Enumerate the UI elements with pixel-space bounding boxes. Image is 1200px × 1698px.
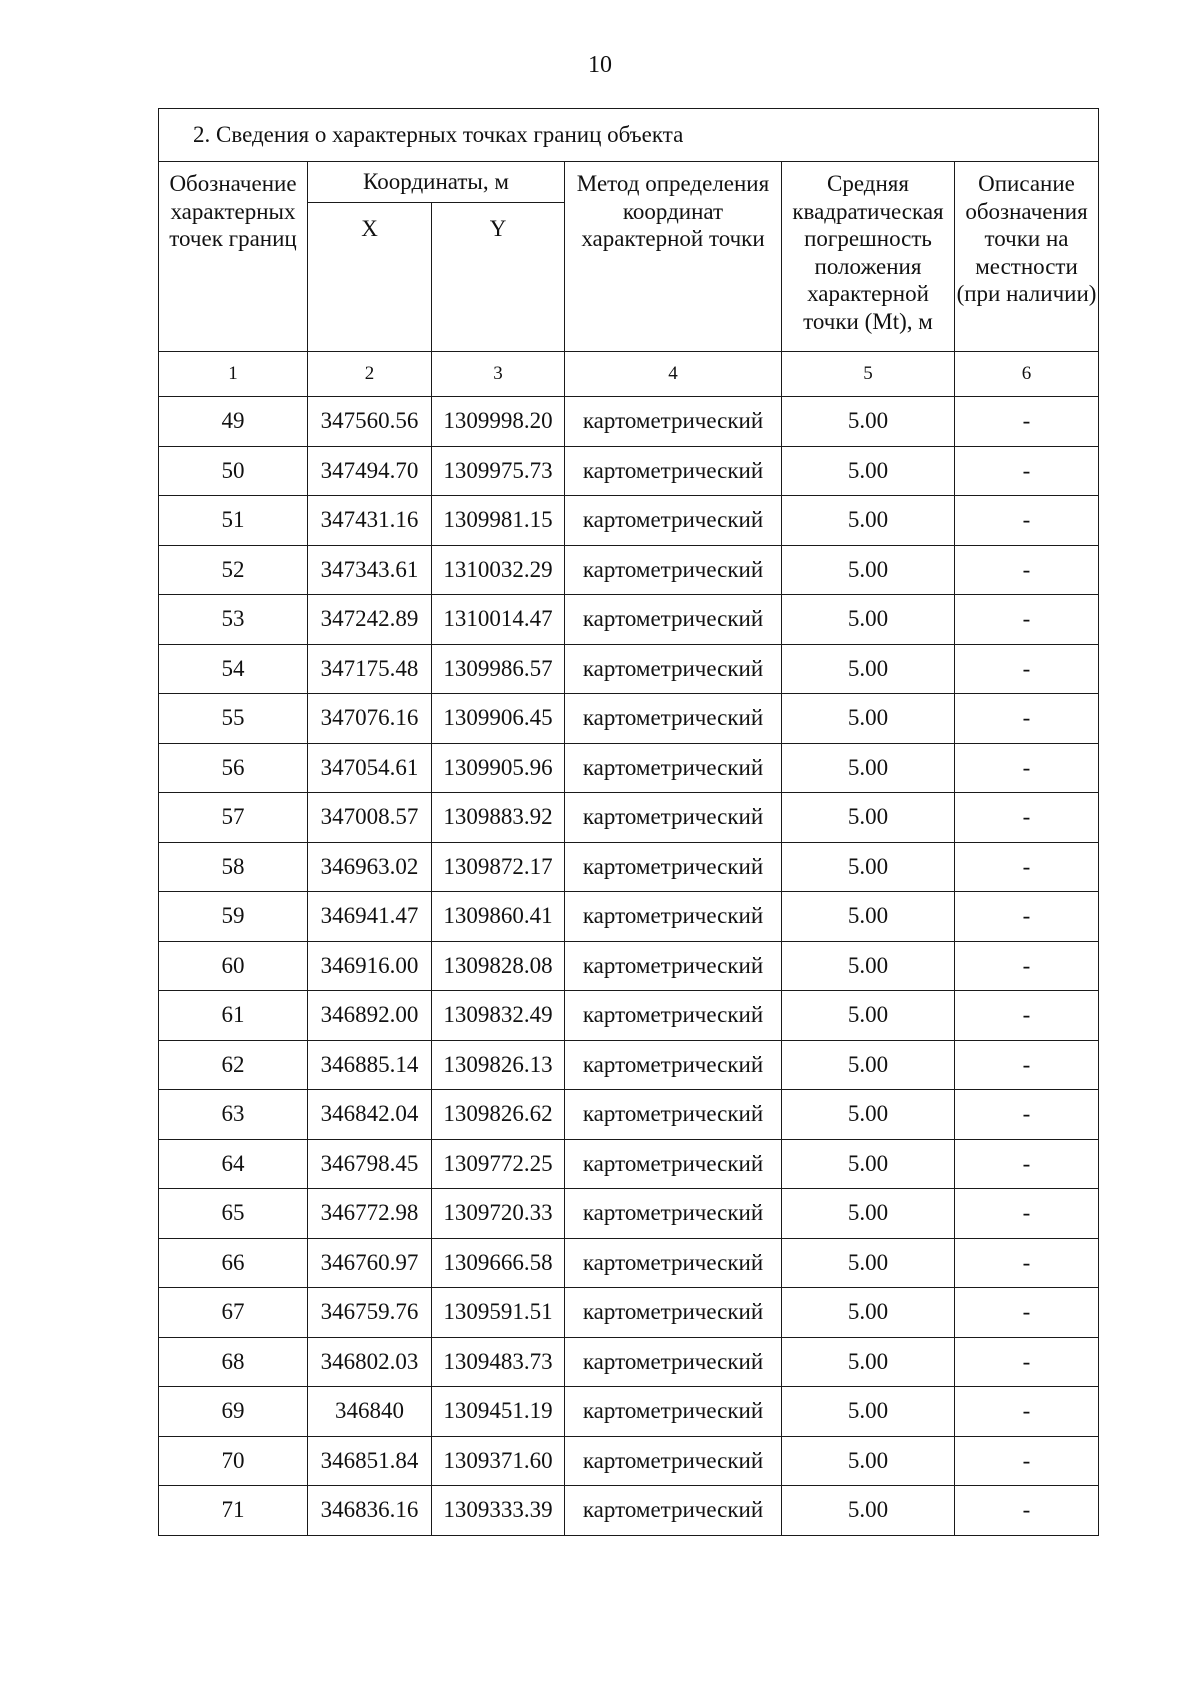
description-cell: - [955, 1139, 1099, 1189]
point-cell: 61 [159, 991, 308, 1041]
description-cell: - [955, 941, 1099, 991]
x-coordinate-cell: 346836.16 [308, 1486, 432, 1536]
error-cell: 5.00 [782, 446, 955, 496]
error-cell: 5.00 [782, 1139, 955, 1189]
method-cell: картометрический [565, 991, 782, 1041]
table-row [159, 991, 1099, 1041]
table-row [159, 1040, 1099, 1090]
header-y: Y [432, 203, 565, 352]
table-row [159, 595, 1099, 645]
error-cell: 5.00 [782, 991, 955, 1041]
table-row [159, 496, 1099, 546]
column-number: 4 [565, 352, 782, 397]
x-coordinate-cell: 347076.16 [308, 694, 432, 744]
error-cell: 5.00 [782, 743, 955, 793]
header-coordinates: Координаты, м [308, 162, 565, 203]
x-coordinate-cell: 347008.57 [308, 793, 432, 843]
point-cell: 71 [159, 1486, 308, 1536]
point-cell: 59 [159, 892, 308, 942]
x-coordinate-cell: 346802.03 [308, 1337, 432, 1387]
error-cell: 5.00 [782, 842, 955, 892]
error-cell: 5.00 [782, 644, 955, 694]
method-cell: картометрический [565, 644, 782, 694]
error-cell: 5.00 [782, 1040, 955, 1090]
y-coordinate-cell: 1309828.08 [432, 941, 565, 991]
point-cell: 69 [159, 1387, 308, 1437]
description-cell: - [955, 1486, 1099, 1536]
x-coordinate-cell: 346941.47 [308, 892, 432, 942]
y-coordinate-cell: 1309872.17 [432, 842, 565, 892]
x-coordinate-cell: 346842.04 [308, 1090, 432, 1140]
x-coordinate-cell: 346892.00 [308, 991, 432, 1041]
header-error: Средняя квадратическая погрешность положения характерной точки (Mt), м [782, 162, 955, 352]
table-row [159, 1436, 1099, 1486]
description-cell: - [955, 1040, 1099, 1090]
table-row [159, 743, 1099, 793]
table-row [159, 892, 1099, 942]
description-cell: - [955, 1288, 1099, 1338]
method-cell: картометрический [565, 1486, 782, 1536]
y-coordinate-cell: 1309591.51 [432, 1288, 565, 1338]
column-number: 3 [432, 352, 565, 397]
point-cell: 70 [159, 1436, 308, 1486]
method-cell: картометрический [565, 1189, 782, 1239]
point-cell: 68 [159, 1337, 308, 1387]
description-cell: - [955, 991, 1099, 1041]
method-cell: картометрический [565, 397, 782, 447]
error-cell: 5.00 [782, 1288, 955, 1338]
method-cell: картометрический [565, 1387, 782, 1437]
description-cell: - [955, 446, 1099, 496]
error-cell: 5.00 [782, 1337, 955, 1387]
point-cell: 66 [159, 1238, 308, 1288]
y-coordinate-cell: 1309860.41 [432, 892, 565, 942]
point-cell: 57 [159, 793, 308, 843]
x-coordinate-cell: 347175.48 [308, 644, 432, 694]
description-cell: - [955, 694, 1099, 744]
method-cell: картометрический [565, 1139, 782, 1189]
y-coordinate-cell: 1309975.73 [432, 446, 565, 496]
description-cell: - [955, 644, 1099, 694]
point-cell: 53 [159, 595, 308, 645]
error-cell: 5.00 [782, 1238, 955, 1288]
error-cell: 5.00 [782, 793, 955, 843]
header-point: Обозначение характерных точек границ [159, 162, 308, 352]
x-coordinate-cell: 346798.45 [308, 1139, 432, 1189]
description-cell: - [955, 1337, 1099, 1387]
column-number: 1 [159, 352, 308, 397]
description-cell: - [955, 496, 1099, 546]
description-cell: - [955, 743, 1099, 793]
y-coordinate-cell: 1309483.73 [432, 1337, 565, 1387]
table-row [159, 1238, 1099, 1288]
x-coordinate-cell: 346963.02 [308, 842, 432, 892]
y-coordinate-cell: 1309772.25 [432, 1139, 565, 1189]
description-cell: - [955, 892, 1099, 942]
table-row [159, 1288, 1099, 1338]
y-coordinate-cell: 1309905.96 [432, 743, 565, 793]
boundary-points-table [158, 108, 1099, 1536]
table-row [159, 694, 1099, 744]
y-coordinate-cell: 1309720.33 [432, 1189, 565, 1239]
table-row [159, 1387, 1099, 1437]
point-cell: 52 [159, 545, 308, 595]
point-cell: 63 [159, 1090, 308, 1140]
table-row [159, 1139, 1099, 1189]
method-cell: картометрический [565, 1436, 782, 1486]
error-cell: 5.00 [782, 545, 955, 595]
point-cell: 51 [159, 496, 308, 546]
section-title: 2. Сведения о характерных точках границ объекта [159, 109, 1099, 162]
header-method: Метод определения координат характерной точки [565, 162, 782, 352]
error-cell: 5.00 [782, 496, 955, 546]
point-cell: 58 [159, 842, 308, 892]
table-row [159, 1486, 1099, 1536]
y-coordinate-cell: 1309826.13 [432, 1040, 565, 1090]
table-row [159, 842, 1099, 892]
point-cell: 55 [159, 694, 308, 744]
y-coordinate-cell: 1309826.62 [432, 1090, 565, 1140]
table-row [159, 1189, 1099, 1239]
table-row [159, 545, 1099, 595]
point-cell: 62 [159, 1040, 308, 1090]
x-coordinate-cell: 346760.97 [308, 1238, 432, 1288]
method-cell: картометрический [565, 496, 782, 546]
y-coordinate-cell: 1309981.15 [432, 496, 565, 546]
x-coordinate-cell: 346759.76 [308, 1288, 432, 1338]
header-x: X [308, 203, 432, 352]
column-number: 5 [782, 352, 955, 397]
y-coordinate-cell: 1309451.19 [432, 1387, 565, 1437]
y-coordinate-cell: 1310032.29 [432, 545, 565, 595]
point-cell: 54 [159, 644, 308, 694]
y-coordinate-cell: 1309883.92 [432, 793, 565, 843]
header-description: Описание обозначения точки на местности (при наличии) [955, 162, 1099, 352]
method-cell: картометрический [565, 842, 782, 892]
description-cell: - [955, 1189, 1099, 1239]
column-number: 6 [955, 352, 1099, 397]
x-coordinate-cell: 346840 [308, 1387, 432, 1437]
description-cell: - [955, 1090, 1099, 1140]
table-row [159, 446, 1099, 496]
error-cell: 5.00 [782, 397, 955, 447]
column-number: 2 [308, 352, 432, 397]
description-cell: - [955, 1238, 1099, 1288]
x-coordinate-cell: 346851.84 [308, 1436, 432, 1486]
method-cell: картометрический [565, 743, 782, 793]
y-coordinate-cell: 1310014.47 [432, 595, 565, 645]
x-coordinate-cell: 347560.56 [308, 397, 432, 447]
method-cell: картометрический [565, 446, 782, 496]
description-cell: - [955, 397, 1099, 447]
x-coordinate-cell: 347431.16 [308, 496, 432, 546]
y-coordinate-cell: 1309998.20 [432, 397, 565, 447]
point-cell: 64 [159, 1139, 308, 1189]
y-coordinate-cell: 1309333.39 [432, 1486, 565, 1536]
error-cell: 5.00 [782, 1387, 955, 1437]
method-cell: картометрический [565, 1288, 782, 1338]
description-cell: - [955, 1387, 1099, 1437]
method-cell: картометрический [565, 1238, 782, 1288]
method-cell: картометрический [565, 694, 782, 744]
x-coordinate-cell: 346916.00 [308, 941, 432, 991]
section-title-row [159, 109, 1099, 162]
x-coordinate-cell: 347242.89 [308, 595, 432, 645]
error-cell: 5.00 [782, 595, 955, 645]
x-coordinate-cell: 346772.98 [308, 1189, 432, 1239]
method-cell: картометрический [565, 545, 782, 595]
page-number: 10 [588, 52, 612, 78]
point-cell: 49 [159, 397, 308, 447]
table-row [159, 793, 1099, 843]
point-cell: 50 [159, 446, 308, 496]
table-row [159, 397, 1099, 447]
description-cell: - [955, 1436, 1099, 1486]
description-cell: - [955, 545, 1099, 595]
point-cell: 65 [159, 1189, 308, 1239]
table-row [159, 644, 1099, 694]
error-cell: 5.00 [782, 1189, 955, 1239]
description-cell: - [955, 793, 1099, 843]
table-row [159, 1090, 1099, 1140]
table-row [159, 941, 1099, 991]
y-coordinate-cell: 1309986.57 [432, 644, 565, 694]
method-cell: картометрический [565, 1337, 782, 1387]
method-cell: картометрический [565, 941, 782, 991]
table-row [159, 1337, 1099, 1387]
table-body [159, 397, 1099, 1536]
point-cell: 56 [159, 743, 308, 793]
y-coordinate-cell: 1309832.49 [432, 991, 565, 1041]
method-cell: картометрический [565, 793, 782, 843]
y-coordinate-cell: 1309666.58 [432, 1238, 565, 1288]
method-cell: картометрический [565, 1090, 782, 1140]
y-coordinate-cell: 1309906.45 [432, 694, 565, 744]
error-cell: 5.00 [782, 1436, 955, 1486]
y-coordinate-cell: 1309371.60 [432, 1436, 565, 1486]
x-coordinate-cell: 347494.70 [308, 446, 432, 496]
method-cell: картометрический [565, 595, 782, 645]
method-cell: картометрический [565, 1040, 782, 1090]
error-cell: 5.00 [782, 1486, 955, 1536]
x-coordinate-cell: 347054.61 [308, 743, 432, 793]
point-cell: 60 [159, 941, 308, 991]
error-cell: 5.00 [782, 694, 955, 744]
error-cell: 5.00 [782, 892, 955, 942]
point-cell: 67 [159, 1288, 308, 1338]
x-coordinate-cell: 346885.14 [308, 1040, 432, 1090]
x-coordinate-cell: 347343.61 [308, 545, 432, 595]
description-cell: - [955, 842, 1099, 892]
header-row [159, 162, 1099, 203]
method-cell: картометрический [565, 892, 782, 942]
error-cell: 5.00 [782, 1090, 955, 1140]
description-cell: - [955, 595, 1099, 645]
column-numbers-row [159, 352, 1099, 397]
error-cell: 5.00 [782, 941, 955, 991]
